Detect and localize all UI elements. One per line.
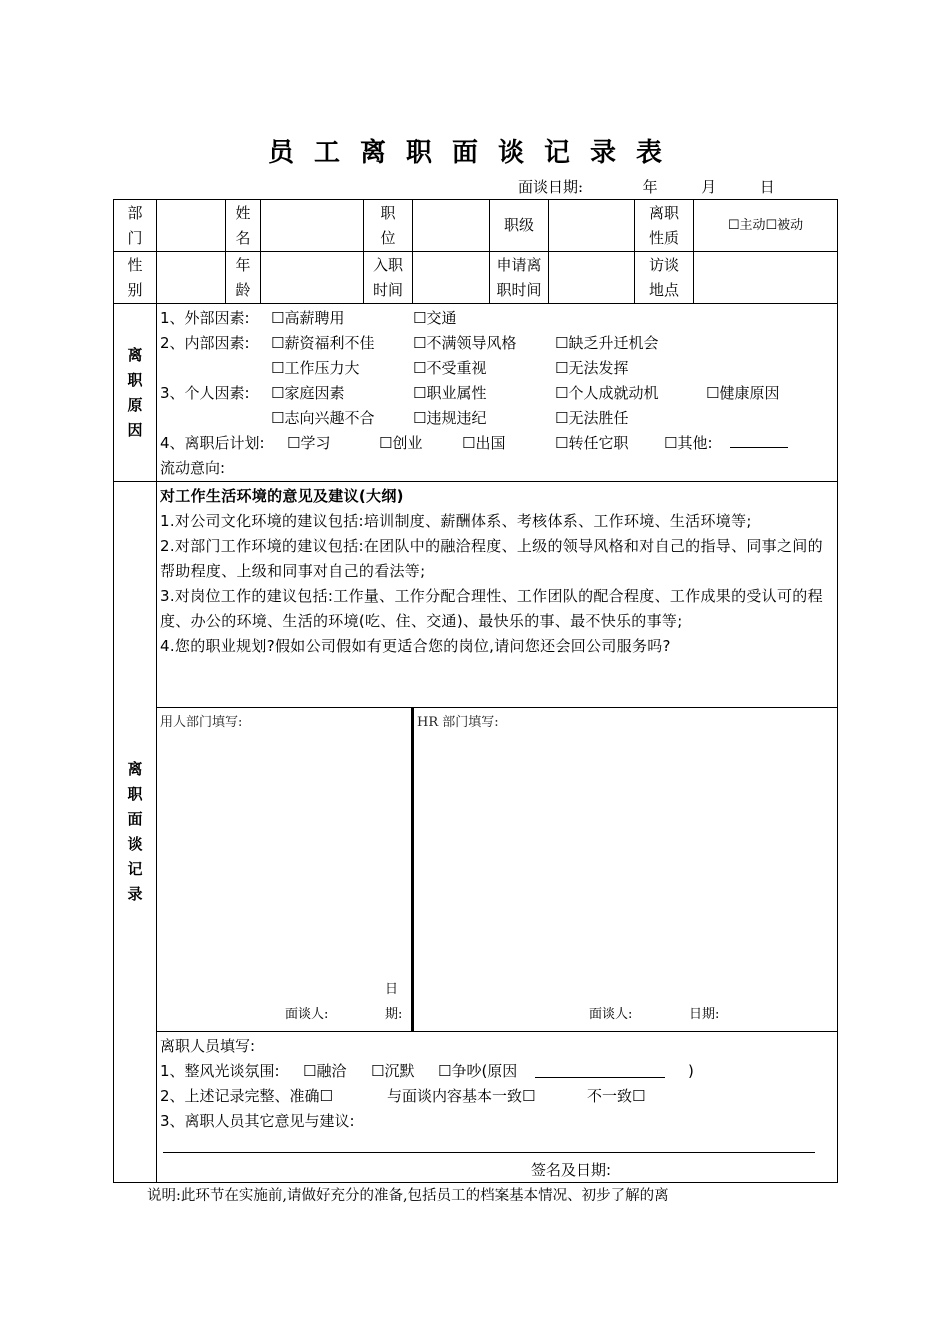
checkbox-achievement[interactable]: ☐个人成就动机 <box>555 384 659 402</box>
interview-date-line <box>518 176 775 197</box>
dept-fill-area[interactable] <box>157 708 413 1032</box>
hr-fill-area[interactable] <box>413 708 838 1032</box>
atmosphere-label: 1、整风光谈氛围: <box>160 1062 280 1080</box>
checkbox-career-attribute[interactable]: ☐职业属性 <box>413 384 487 402</box>
checkbox-argument[interactable]: ☐争吵(原因 <box>438 1062 518 1080</box>
checkbox-silent[interactable]: ☐沉默 <box>371 1062 415 1080</box>
other-opinion-label: 3、离职人员其它意见与建议: <box>160 1112 355 1130</box>
note-text: 说明:此环节在实施前,请做好充分的准备,包括员工的档案基本情况、初步了解的离 <box>147 1188 669 1204</box>
year-label: 年 <box>642 178 658 196</box>
dept-label: 部 门 <box>114 200 157 252</box>
nature-label: 离职 性质 <box>635 200 694 252</box>
suggestion-item-4: 4.您的职业规划?假如公司假如有更适合您的岗位,请问您还会回公司服务吗? <box>160 637 671 655</box>
table-row-suggestions <box>114 482 838 708</box>
position-label: 职 位 <box>364 200 413 252</box>
interview-form-table <box>113 199 838 1183</box>
dept-interviewer-label: 面谈人: <box>285 1007 329 1022</box>
nature-checkboxes[interactable]: ☐主动☐被动 <box>694 200 838 252</box>
argument-reason-blank[interactable] <box>535 1059 665 1086</box>
external-factor-label: 1、外部因素: <box>160 309 250 327</box>
reason-options <box>157 304 838 482</box>
signature-date-label: 签名及日期: <box>531 1161 612 1179</box>
interview-date-label: 面谈日期: <box>518 178 584 196</box>
dept-value-cell[interactable] <box>157 200 226 252</box>
reason-section-label: 离 职 原 因 <box>114 304 157 482</box>
dept-date-label: 日期: <box>385 982 403 1022</box>
personal-factor-label: 3、个人因素: <box>160 384 250 402</box>
checkbox-study[interactable]: ☐学习 <box>287 434 331 452</box>
day-label: 日 <box>759 178 775 196</box>
checkbox-high-salary[interactable]: ☐高薪聘用 <box>271 309 345 327</box>
level-label: 职级 <box>490 200 549 252</box>
checkbox-abroad[interactable]: ☐出国 <box>462 434 506 452</box>
table-row-leaver <box>114 1032 838 1183</box>
checkbox-health[interactable]: ☐健康原因 <box>706 384 780 402</box>
suggestion-item-3: 3.对岗位工作的建议包括:工作量、工作分配合理性、工作团队的配合程度、工作成果的受认可的程度、办公的环境、生活的环境(吃、住、交通)、最快乐的事、最不快乐的事等; <box>160 587 823 630</box>
gender-label: 性 别 <box>114 252 157 304</box>
table-row-fill <box>114 708 838 1032</box>
suggestion-outline <box>157 482 838 708</box>
suggestion-item-1: 1.对公司文化环境的建议包括:培训制度、薪酬体系、考核体系、工作环境、生活环境等; <box>160 512 752 530</box>
checkbox-other[interactable]: ☐其他: <box>664 434 713 452</box>
table-row-reasons <box>114 304 838 482</box>
name-label: 姓 名 <box>226 200 261 252</box>
leaver-heading: 离职人员填写: <box>160 1037 256 1055</box>
position-value-cell[interactable] <box>413 200 490 252</box>
signature-line <box>163 1152 815 1153</box>
checkbox-poor-welfare[interactable]: ☐薪资福利不佳 <box>271 334 375 352</box>
join-date-label: 入职 时间 <box>364 252 413 304</box>
flow-intention-label: 流动意向: <box>160 459 226 477</box>
plan-label: 4、离职后计划: <box>160 434 265 452</box>
other-blank[interactable] <box>730 431 788 456</box>
checkbox-traffic[interactable]: ☐交通 <box>413 309 457 327</box>
checkbox-leadership-style[interactable]: ☐不满领导风格 <box>413 334 517 352</box>
join-date-value-cell[interactable] <box>413 252 490 304</box>
age-value-cell[interactable] <box>261 252 364 304</box>
checkbox-harmonious[interactable]: ☐融洽 <box>303 1062 347 1080</box>
checkbox-cannot-perform[interactable]: ☐无法发挥 <box>555 359 629 377</box>
hr-date-label: 日期: <box>689 1007 720 1022</box>
hr-interviewer-label: 面谈人: <box>589 1007 633 1022</box>
checkbox-work-pressure[interactable]: ☐工作压力大 <box>271 359 360 377</box>
suggestion-item-2: 2.对部门工作环境的建议包括:在团队中的融洽程度、上级的领导风格和对自己的指导、同事之间的帮助程度、上级和同事对自己的看法等; <box>160 537 823 580</box>
dept-fill-label: 用人部门填写: <box>160 715 243 730</box>
internal-factor-label: 2、内部因素: <box>160 334 250 352</box>
checkbox-interest-mismatch[interactable]: ☐志向兴趣不合 <box>271 409 375 427</box>
atmosphere-close-paren: ) <box>688 1062 694 1080</box>
apply-date-label: 申请离 职时间 <box>490 252 549 304</box>
page-title: 员工离职面谈记录表 <box>267 138 682 168</box>
record-complete-checkbox[interactable]: 2、上述记录完整、准确☐ <box>160 1087 333 1105</box>
place-value-cell[interactable] <box>694 252 838 304</box>
inconsistent-checkbox[interactable]: 不一致☐ <box>587 1087 646 1105</box>
checkbox-violation[interactable]: ☐违规违纪 <box>413 409 487 427</box>
place-label: 访谈 地点 <box>635 252 694 304</box>
checkbox-incompetent[interactable]: ☐无法胜任 <box>555 409 629 427</box>
suggestion-heading: 对工作生活环境的意见及建议(大纲) <box>160 487 404 505</box>
checkbox-other-job[interactable]: ☐转任它职 <box>555 434 629 452</box>
month-label: 月 <box>701 178 717 196</box>
hr-fill-label: HR 部门填写: <box>417 715 499 730</box>
checkbox-no-promotion[interactable]: ☐缺乏升迁机会 <box>555 334 659 352</box>
checkbox-not-valued[interactable]: ☐不受重视 <box>413 359 487 377</box>
leaver-section <box>157 1032 838 1183</box>
age-label: 年 龄 <box>226 252 261 304</box>
checkbox-family[interactable]: ☐家庭因素 <box>271 384 345 402</box>
consistent-checkbox[interactable]: 与面谈内容基本一致☐ <box>387 1087 536 1105</box>
record-section-label: 离 职 面 谈 记 录 <box>114 482 157 1183</box>
apply-date-value-cell[interactable] <box>549 252 635 304</box>
gender-value-cell[interactable] <box>157 252 226 304</box>
name-value-cell[interactable] <box>261 200 364 252</box>
table-row-basic-2 <box>114 252 838 304</box>
table-row-basic-1 <box>114 200 838 252</box>
level-value-cell[interactable] <box>549 200 635 252</box>
checkbox-startup[interactable]: ☐创业 <box>379 434 423 452</box>
